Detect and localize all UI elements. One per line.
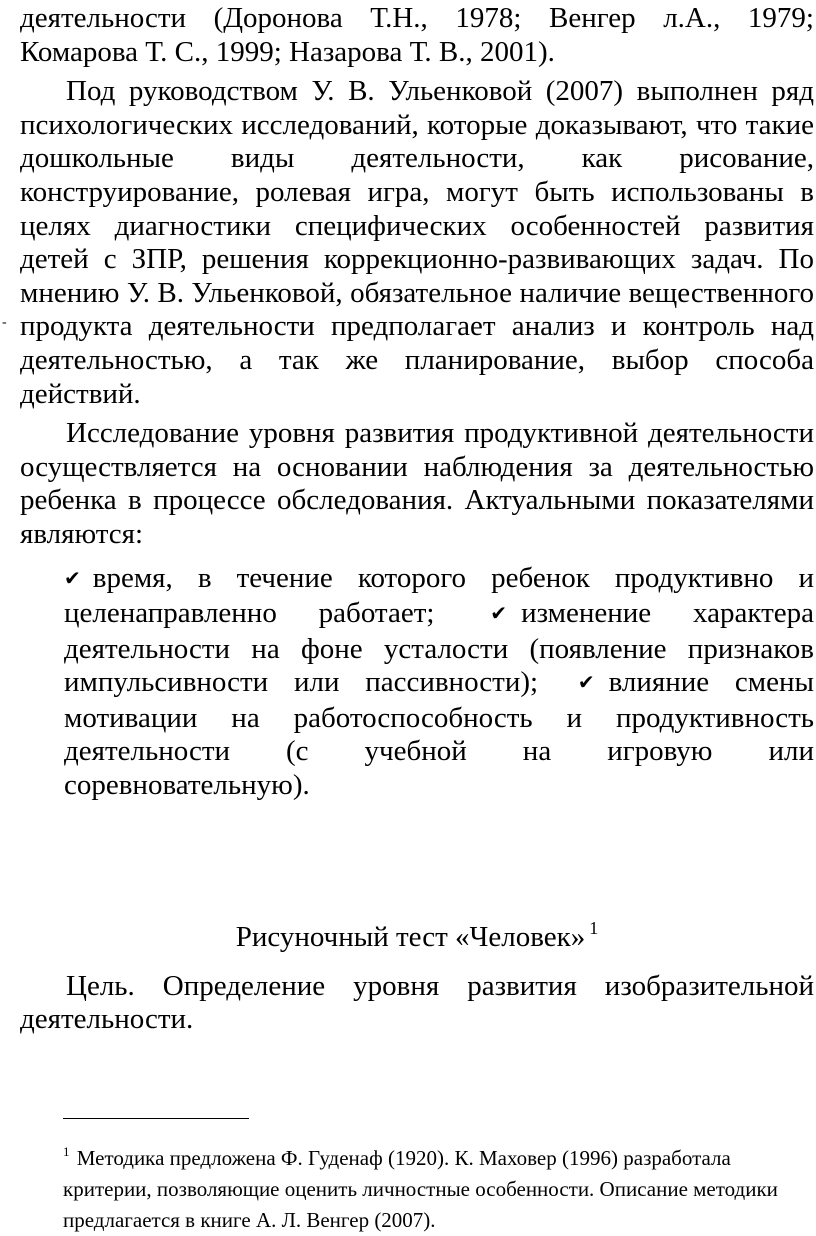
footnote-text: Методика предложена Ф. Гуденаф (1920). К. Маховер (1996) разработала критерии, позволяющие оценить личностные особенности. Описание методики предлагается в книге А. Л. Венгер (2007). xyxy=(63,1146,778,1232)
indicator-item: влияние смены мотивации на работоспособность и продуктивность деятельности (с учебной на игровую или соревновательную). xyxy=(64,666,814,802)
section-title: Рисуночный тест «Человек» xyxy=(235,920,586,953)
indicator-item: время, в течение которого ребенок продуктивно и целенаправленно работает; xyxy=(64,561,814,630)
paragraph-research: Исследование уровня развития продуктивной деятельности осуществляется на основании наблюдения за деятельностью ребенка в процессе обследования. Актуальными показателями являются: xyxy=(20,417,814,550)
stray-mark: - xyxy=(2,315,7,330)
footnote xyxy=(63,1136,798,1236)
indicator-list xyxy=(64,562,814,803)
paragraph-continuation: деятельности (Доронова Т.Н., 1978; Венгер л.А., 1979; Комарова Т. С., 1999; Назарова Т. В., 2001). xyxy=(20,2,814,68)
document-page xyxy=(20,2,814,1037)
checkmark-icon: ✔ xyxy=(577,670,595,695)
section-heading xyxy=(20,911,814,954)
goal-paragraph: Цель. Определение уровня развития изобразительной деятельности. xyxy=(20,969,814,1036)
checkmark-icon: ✔ xyxy=(64,565,81,590)
footnote-separator xyxy=(63,1118,249,1119)
indicator-item: изменение характера деятельности на фоне усталости (появление признаков импульсивности или пассивности); xyxy=(64,597,814,699)
checkmark-icon: ✔ xyxy=(490,601,508,626)
footnote-reference: 1 xyxy=(589,917,599,938)
footnote-marker: 1 xyxy=(63,1144,70,1159)
paragraph-ulenkova: Под руководством У. В. Ульенковой (2007) выполнен ряд психологических исследований, которые доказывают, что такие дошкольные виды деятельности, как рисование, конструирование, ролевая игра, могут быть использованы в целях диагностики специфических особенностей развития детей с ЗПР, решения коррекционно-развивающих задач. По мнению У. В. Ульенковой, обязательное наличие вещественного продукта деятельности предполагает анализ и контроль над деятельностью, а так же планирование, выбор способа действий. xyxy=(20,75,814,410)
